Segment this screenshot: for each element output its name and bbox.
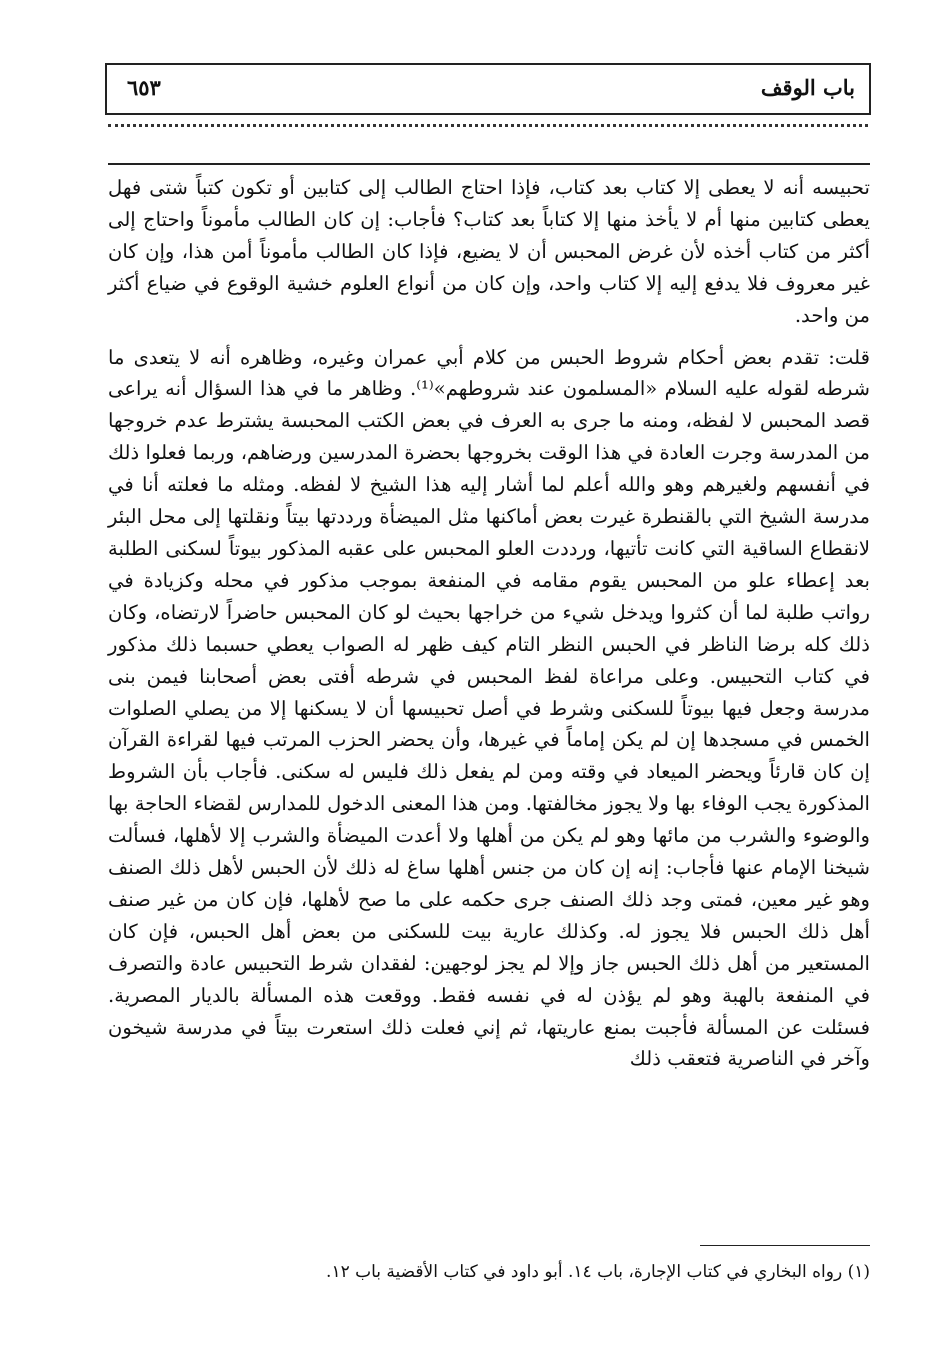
chapter-title: باب الوقف — [760, 75, 855, 100]
page-header — [105, 63, 871, 115]
page-number: ٦٥٣ — [127, 75, 161, 100]
footnote: (١) رواه البخاري في كتاب الإجارة، باب ١٤. أبو داود في كتاب الأقضية باب ١٢. — [326, 1262, 870, 1282]
paragraph-1: تحبيسه أنه لا يعطى إلا كتاب بعد كتاب، فإذا احتاج الطالب إلى كتابين أو تكون كتباً شتى فهل يعطى كتابين منها أم لا يأخذ منها إلا كتاباً بعد كتاب؟ فأجاب: إن كان الطالب مأموناً واحتاج إلى أكثر من كتاب أخذه لأن غرض المحبس أن لا يضيع، فإذا كان الطالب مأموناً أمن هذا، وإن كان غير معروف فلا يدفع إليه إلا كتاب واحد، وإن كان من أنواع العلوم خشية الوقوع في ضياع أكثر من واحد. — [108, 176, 870, 327]
footnote-rule — [700, 1245, 870, 1246]
top-rule — [108, 163, 870, 165]
paragraph-2: قلت: تقدم بعض أحكام شروط الحبس من كلام أبي عمران وغيره، وظاهره أنه لا يتعدى ما شرطه لقوله عليه السلام «المسلمون عند شروطهم»⁽¹⁾. وظاهر ما في هذا السؤال أنه يراعى قصد المحبس لا لفظه، ومنه ما جرى به العرف في بعض الكتب المحبسة يشترط عدم خروجها من المدرسة وجرت العادة في هذا الوقت بخروجها بحضرة المدرسين ورضاهم، وربما فعلوا ذلك في أنفسهم ولغيرهم وهو والله أعلم لما أشار إليه هذا الشيخ لا لفظه. ومثله ما فعلته أنا في مدرسة الشيخ التي بالقنطرة غيرت بعض أماكنها مثل الميضأة ورددتها بيتاً ونقلتها إلى محل البئر لانقطاع الساقية التي كانت تأتيها، ورددت العلو المحبس على عقبه المذكور بيوتاً لسكنى الطلبة بعد إعطاء علو من المحبس يقوم مقامه في المنفعة بموجب مذكور في محله وكزيادة في رواتب طلبة لما أن كثروا ويدخل شيء من خراجها بحيث لو كان المحبس حاضراً لارتضاه، وكان ذلك كله برضا الناظر في الحبس النظر التام كيف ظهر له الصواب يعطي حسبما ذلك مذكور في كتاب التحبيس. وعلى مراعاة لفظ المحبس في شرطه أفتى بعض أصحابنا فيمن بنى مدرسة وجعل فيها بيوتاً للسكنى وشرط في أصل تحبيسها أن لا يسكنها إلا من يصلي الصلوات الخمس في مسجدها إن لم يكن إماماً في غيرها، وأن يحضر الحزب المرتب فيها لقراءة القرآن إن كان قارئاً ويحضر الميعاد في وقته ومن لم يفعل ذلك فليس له سكنى. فأجاب بأن الشروط المذكورة يجب الوفاء بها ولا يجوز مخالفتها. ومن هذا المعنى الدخول للمدارس لقضاء الحاجة بها والوضوء والشرب من مائها وهو لم يكن من أهلها ولا أعدت الميضأة والشرب إلا لأهلها، فسألت شيخنا الإمام عنها فأجاب: إنه إن كان من جنس أهلها ساغ له ذلك لأن الحبس لأهل ذلك الصنف وهو غير معين، فمتى وجد ذلك الصنف جرى حكمه على ما صح لأهلها، فإن كان من غير صنف أهل ذلك الحبس فلا يجوز له. وكذلك عارية بيت للسكنى من بعض أهل الحبس، فإن كان المستعير من أهل ذلك الحبس جاز وإلا لم يجز لوجهين: لفقدان شرط التحبيس عادة والتصرف في المنفعة بالهبة وهو لم يؤذن له في نفسه فقط. ووقعت هذه المسألة بالديار المصرية. فسئلت عن المسألة فأجبت بمنع عاريتها، ثم إني فعلت ذلك استعرت بيتاً في مدرسة شيخون وآخر في الناصرية فتعقب ذلك — [108, 345, 870, 1071]
dotted-divider — [108, 124, 868, 133]
main-text — [108, 172, 870, 1075]
